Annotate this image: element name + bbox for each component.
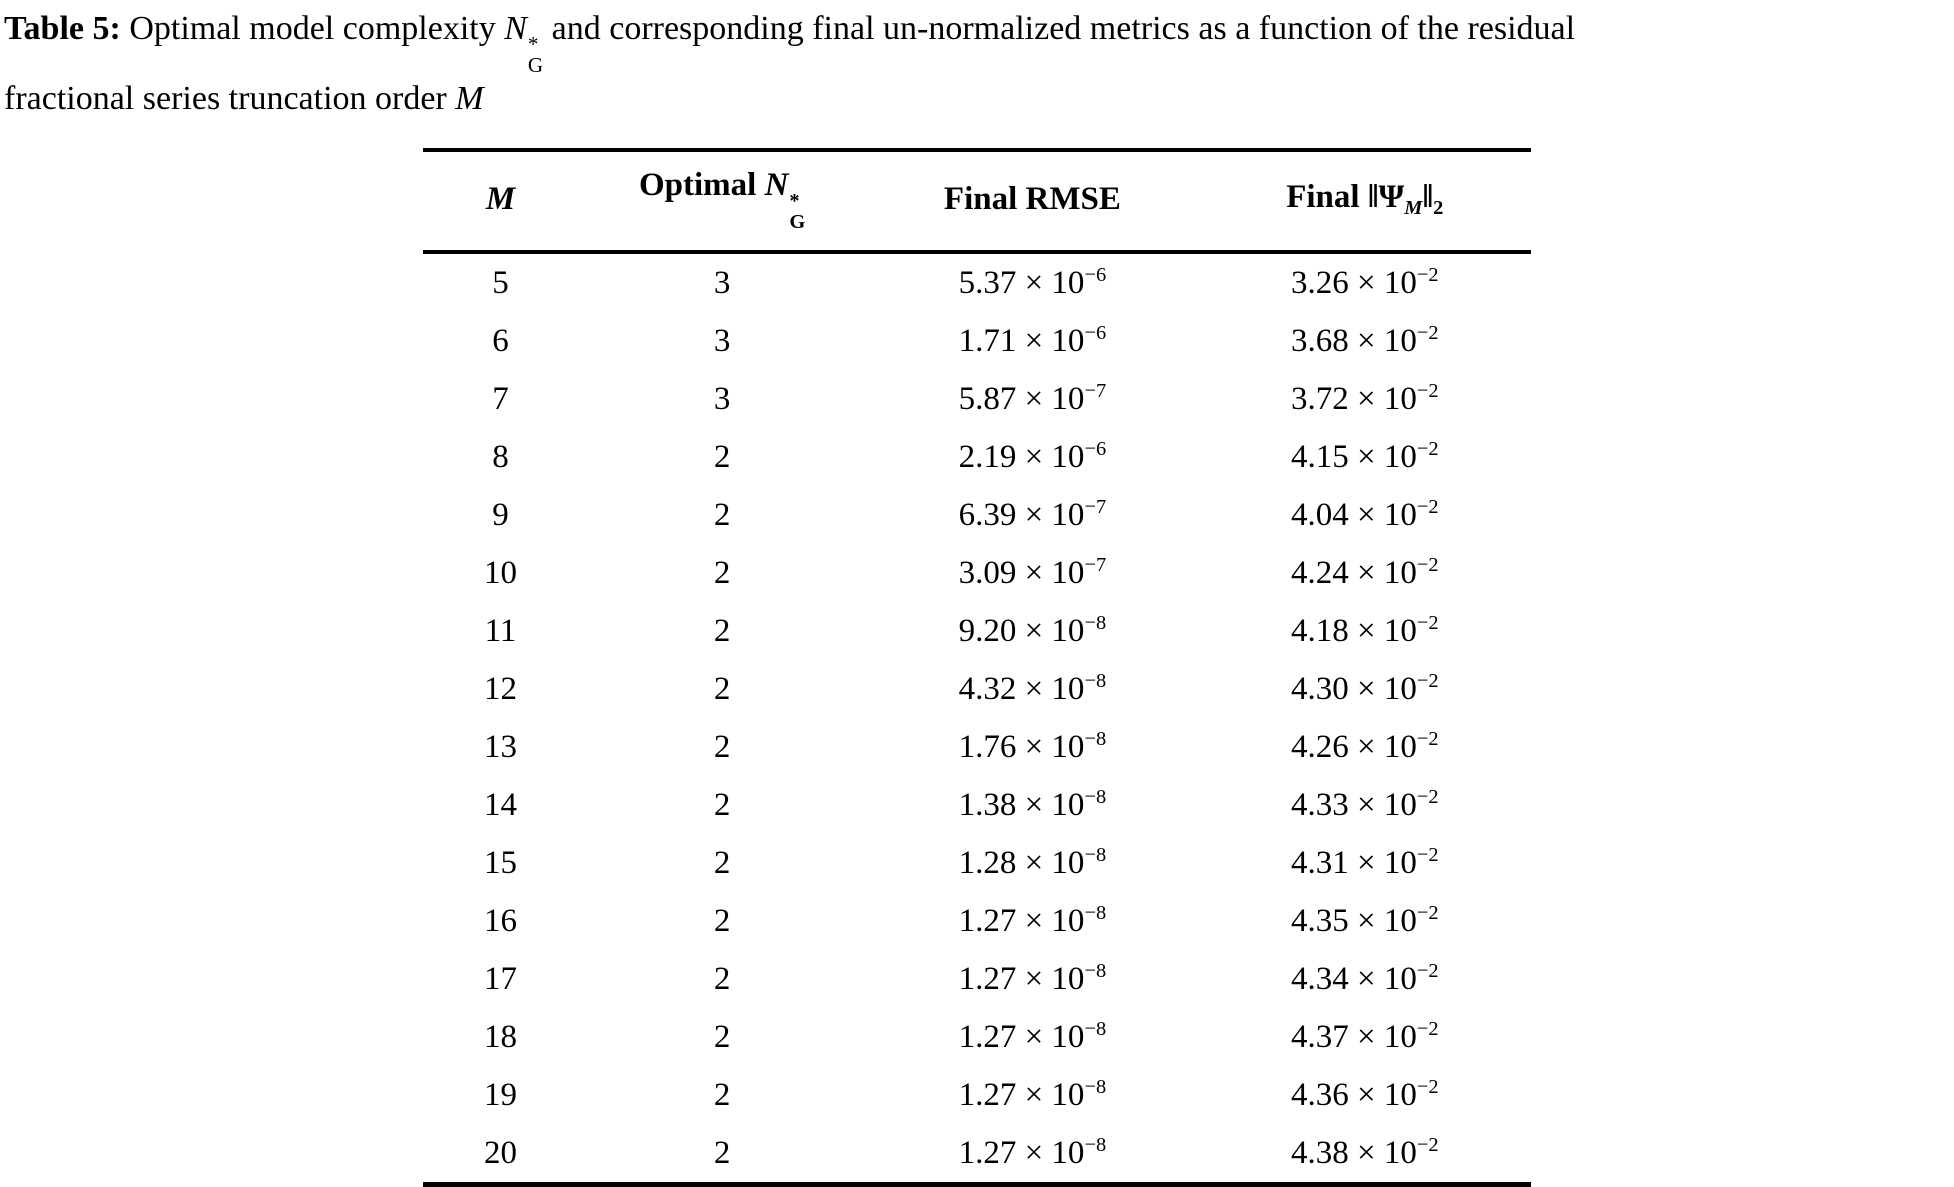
cell-m: 11	[484, 612, 517, 649]
table-row	[423, 370, 1531, 428]
table-body	[423, 252, 1531, 1185]
cell-final-psi-norm: $4.35 \times 10^{-2}$	[1290, 902, 1439, 939]
col-header-final-psi-norm: Final $‖\Psi_M‖_2$	[1199, 150, 1531, 252]
caption-label: Table 5:	[4, 10, 121, 47]
table-row	[423, 544, 1531, 602]
cell-final-psi-norm: $4.26 \times 10^{-2}$	[1290, 728, 1439, 765]
cell-optimal-ng: 2	[713, 670, 731, 707]
table-row	[423, 252, 1531, 312]
cell-m: 20	[484, 1134, 518, 1171]
cell-m: 6	[492, 322, 509, 359]
col-header-final-rmse: Final RMSE	[866, 150, 1198, 252]
cell-m: 17	[484, 960, 518, 997]
table-row	[423, 1066, 1531, 1124]
col-header-m: M	[423, 150, 578, 252]
cell-optimal-ng: 3	[713, 322, 731, 359]
cell-optimal-ng: 2	[713, 728, 731, 765]
table-row	[423, 1124, 1531, 1185]
caption-text-before: Optimal model complexity	[129, 10, 496, 47]
cell-final-rmse: $1.38 \times 10^{-8}$	[958, 786, 1107, 823]
table-row	[423, 892, 1531, 950]
cell-m: 15	[484, 844, 518, 881]
cell-m: 18	[484, 1018, 518, 1055]
table-row	[423, 312, 1531, 370]
col-header-optimal-ng: Optimal N * G	[578, 150, 866, 252]
cell-m: 12	[484, 670, 518, 707]
caption-text-line2: fractional series truncation order	[4, 80, 447, 118]
cell-final-rmse: $1.27 \times 10^{-8}$	[958, 1076, 1107, 1113]
cell-final-psi-norm: $4.33 \times 10^{-2}$	[1290, 786, 1439, 823]
cell-optimal-ng: 2	[713, 786, 731, 823]
table-caption	[0, 0, 1954, 121]
cell-final-psi-norm: $4.04 \times 10^{-2}$	[1290, 496, 1439, 533]
cell-final-psi-norm: $4.15 \times 10^{-2}$	[1290, 438, 1439, 475]
cell-m: 7	[492, 380, 509, 417]
results-table	[423, 148, 1531, 1187]
cell-final-psi-norm: $4.24 \times 10^{-2}$	[1290, 554, 1439, 591]
cell-m: 10	[484, 554, 518, 591]
cell-final-rmse: $1.27 \times 10^{-8}$	[958, 960, 1107, 997]
cell-optimal-ng: 2	[713, 1134, 731, 1171]
table-row	[423, 718, 1531, 776]
table-row	[423, 660, 1531, 718]
cell-optimal-ng: 2	[713, 554, 731, 591]
cell-final-rmse: $1.71 \times 10^{-6}$	[958, 322, 1107, 359]
cell-optimal-ng: 2	[713, 438, 731, 475]
cell-optimal-ng: 2	[713, 1018, 731, 1055]
cell-m: 14	[484, 786, 518, 823]
cell-m: 16	[484, 902, 518, 939]
table-header-row	[423, 150, 1531, 252]
cell-m: 13	[484, 728, 518, 765]
cell-optimal-ng: 2	[713, 496, 731, 533]
math-n-g-star: N * G	[504, 10, 544, 78]
cell-final-psi-norm: $4.34 \times 10^{-2}$	[1290, 960, 1439, 997]
cell-optimal-ng: 2	[713, 844, 731, 881]
cell-final-rmse: $5.37 \times 10^{-6}$	[958, 264, 1107, 301]
cell-optimal-ng: 2	[713, 902, 731, 939]
cell-optimal-ng: 2	[713, 1076, 731, 1113]
table-row	[423, 602, 1531, 660]
table-row	[423, 428, 1531, 486]
cell-final-rmse: $2.19 \times 10^{-6}$	[958, 438, 1107, 475]
cell-m: 8	[492, 438, 509, 475]
cell-optimal-ng: 3	[713, 380, 731, 417]
cell-final-psi-norm: $4.36 \times 10^{-2}$	[1290, 1076, 1439, 1113]
psi-symbol: Ψ	[1378, 179, 1405, 216]
cell-final-psi-norm: $3.26 \times 10^{-2}$	[1290, 264, 1439, 301]
cell-m: 19	[484, 1076, 518, 1113]
cell-final-rmse: $1.27 \times 10^{-8}$	[958, 1018, 1107, 1055]
cell-final-rmse: $1.76 \times 10^{-8}$	[958, 728, 1107, 765]
cell-final-rmse: $1.27 \times 10^{-8}$	[958, 902, 1107, 939]
cell-final-psi-norm: $4.31 \times 10^{-2}$	[1290, 844, 1439, 881]
norm-open: ‖	[1367, 179, 1379, 216]
table-row	[423, 834, 1531, 892]
cell-final-psi-norm: $4.38 \times 10^{-2}$	[1290, 1134, 1439, 1171]
table-row	[423, 776, 1531, 834]
cell-final-rmse: $4.32 \times 10^{-8}$	[958, 670, 1107, 707]
cell-final-rmse: $9.20 \times 10^{-8}$	[958, 612, 1107, 649]
math-m: M	[455, 80, 484, 118]
cell-m: 5	[492, 264, 509, 301]
cell-m: 9	[492, 496, 509, 533]
cell-final-rmse: $5.87 \times 10^{-7}$	[958, 380, 1107, 417]
cell-optimal-ng: 2	[713, 612, 731, 649]
cell-optimal-ng: 3	[713, 264, 731, 301]
norm-close: ‖	[1422, 179, 1434, 216]
cell-final-rmse: $1.28 \times 10^{-8}$	[958, 844, 1107, 881]
table-row	[423, 486, 1531, 544]
cell-final-psi-norm: $4.18 \times 10^{-2}$	[1290, 612, 1439, 649]
cell-final-rmse: $3.09 \times 10^{-7}$	[958, 554, 1107, 591]
table-row	[423, 1008, 1531, 1066]
cell-optimal-ng: 2	[713, 960, 731, 997]
cell-final-psi-norm: $4.30 \times 10^{-2}$	[1290, 670, 1439, 707]
cell-final-rmse: $6.39 \times 10^{-7}$	[958, 496, 1107, 533]
cell-final-rmse: $1.27 \times 10^{-8}$	[958, 1134, 1107, 1171]
cell-final-psi-norm: $3.68 \times 10^{-2}$	[1290, 322, 1439, 359]
table-row	[423, 950, 1531, 1008]
cell-final-psi-norm: $3.72 \times 10^{-2}$	[1290, 380, 1439, 417]
cell-final-psi-norm: $4.37 \times 10^{-2}$	[1290, 1018, 1439, 1055]
caption-text-line1: and corresponding final un-normalized metrics as a function of the residual	[551, 10, 1576, 47]
